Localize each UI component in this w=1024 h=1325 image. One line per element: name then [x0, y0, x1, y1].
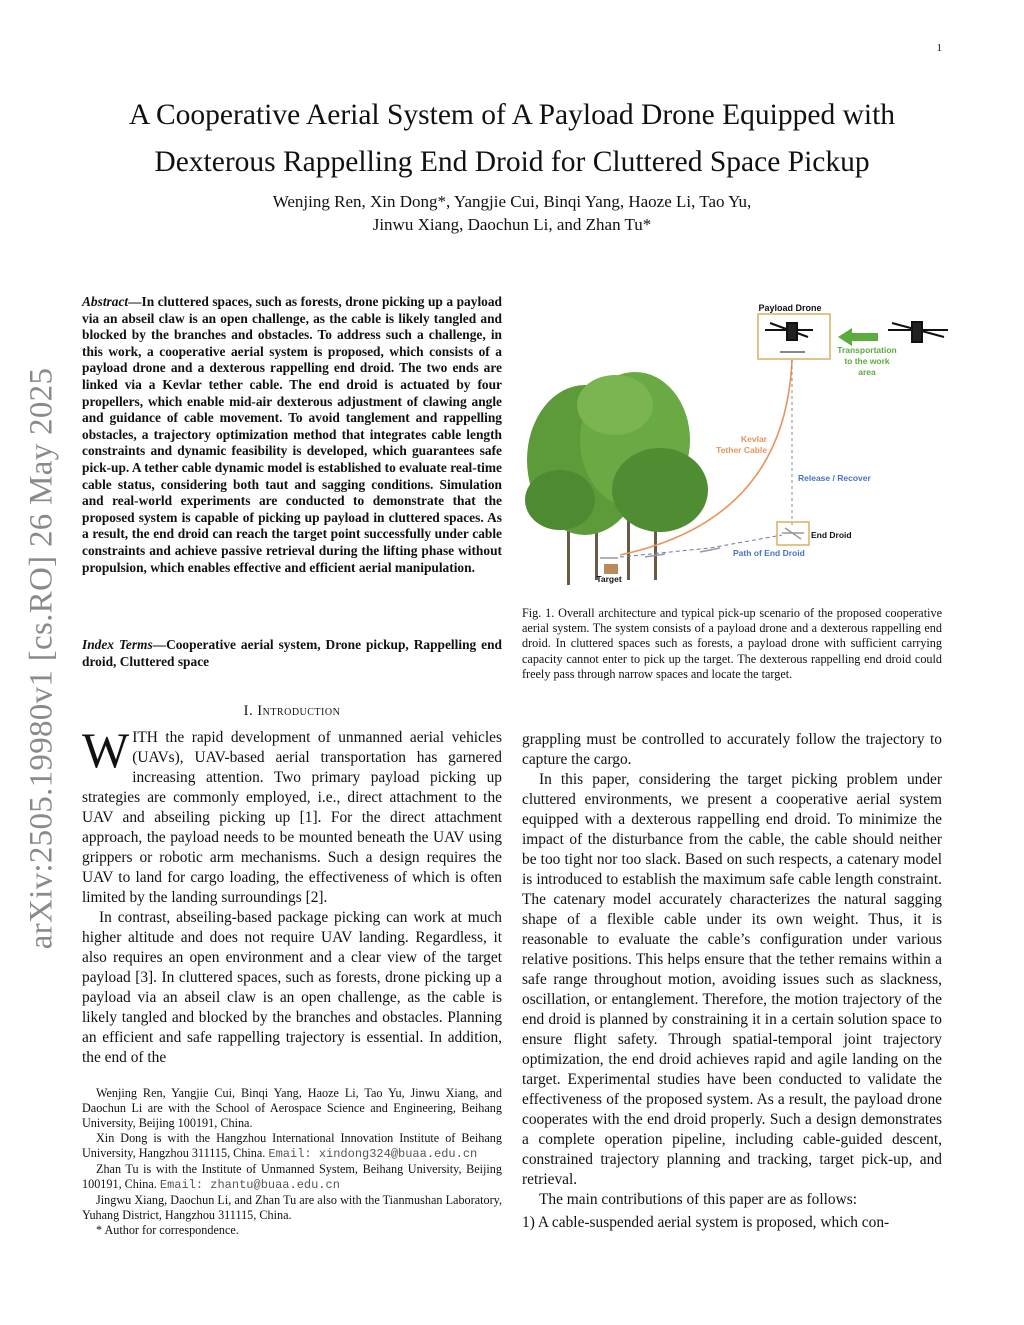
- paragraph: grappling must be controlled to accurately follow the trajectory to capture the cargo.: [522, 731, 942, 768]
- label-kevlar: Kevlar: [741, 434, 767, 444]
- trees-illustration: [525, 372, 708, 585]
- footnote-text: Zhan Tu is with the Institute of Unmanned System, Beihang University, Beijing 100191, China.: [82, 1162, 502, 1191]
- arrow-icon: [838, 328, 878, 346]
- figure-caption: Fig. 1. Overall architecture and typical pick-up scenario of the proposed cooperative aerial system. The system consists of a payload drone and a dexterous rappelling end droid. In cluttered spaces such as forests, a payload drone with sufficient carrying capacity cannot enter to pick up the target. The dexterous rappelling end droid could freely pass through narrow spaces and locate the target.: [522, 606, 942, 681]
- abstract-text: —In cluttered spaces, such as forests, drone picking up a payload via an abseil claw is an open challenge, as the cable is likely tangled and blocked by the branches and obstacles. To address such a challenge, in this work, a cooperative aerial system is proposed, which consists of a payload drone and a dexterous rappelling end droid. The two ends are linked via a Kevlar tether cable. The end droid is actuated by four propellers, which enable mid-air dexterous adjustment of clawing angle and guidance of cable movement. To avoid tanglement and rappelling obstacles, a trajectory optimization method that integrates cable length constraints and dynamic feasibility is developed, which guarantees safe pick-up. A tether cable dynamic model is established to evaluate real-time cable status, considering both taut and sagging conditions. Simulation and real-world experiments are conducted to demonstrate that the proposed system is capable of picking up payload in cluttered spaces. As a result, the end droid can reach the target point successfully under cable constraints and achieve passive retrieval during the lifting phase without propulsion, which enables effective and efficient aerial manipulation.: [82, 294, 502, 575]
- footnotes: [82, 1086, 502, 1238]
- footnote: Jingwu Xiang, Daochun Li, and Zhan Tu are also with the Tianmushan Laboratory, Yuhang District, Hangzhou 311115, China.: [82, 1193, 502, 1222]
- list-item: 1) A cable-suspended aerial system is proposed, which con-: [522, 1214, 890, 1231]
- paragraph: In this paper, considering the target picking problem under cluttered environments, we present a cooperative aerial system equipped with a dexterous rappelling end droid. To minimize the impact of the disturbance from the cable, the cable should neither be too tight nor too slack. Based on such respects, a catenary model is introduced to establish the maximum safe cable length constraint. The catenary model accurately characterizes the natural sagging shape of a flexible cable under its own weight. Thus, it is reasonable to evaluate the cable’s configuration under various relative positions. This helps ensure that the tether remains within a safe range throughout motion, avoiding issues such as slackness, oscillation, or entanglement. Therefore, the motion trajectory of the end droid is planned by constraining it in a certain solution space to ensure flight safety. Through spatial-temporal joint trajectory optimization, the end droid achieves rapid and agile landing on the target. Experimental studies have been conducted to validate the effectiveness of the proposed system. As a result, the payload drone cooperates with the end droid properly. Such a design demonstrates a complete operation pipeline, including cable-guided descent, constrained trajectory planning and tracking, target pick-up, and retrieval.: [522, 771, 942, 1188]
- label-release-recover: Release / Recover: [798, 473, 871, 483]
- paper-title: [60, 92, 964, 186]
- paragraph: The main contributions of this paper are as follows:: [539, 1191, 857, 1208]
- label-transportation: Transportation: [837, 345, 897, 355]
- target-package-icon: [604, 564, 618, 574]
- abstract-label: Abstract: [82, 294, 129, 309]
- label-transportation: to the work: [844, 356, 890, 366]
- section-number: I.: [243, 703, 254, 719]
- abstract: [82, 294, 502, 576]
- index-terms-text: —Cooperative aerial system, Drone pickup, Rappelling end droid, Cluttered space: [82, 637, 502, 669]
- footnote: [82, 1131, 502, 1162]
- author-list: [60, 190, 964, 236]
- end-droid-ghost-icon: [600, 548, 720, 558]
- footnote: [82, 1162, 502, 1193]
- footnote-text: Xin Dong is with the Hangzhou International Innovation Institute of Beihang University, Hangzhou 311115, China.: [82, 1131, 502, 1160]
- footnote: Wenjing Ren, Yangjie Cui, Binqi Yang, Haoze Li, Tao Yu, Jinwu Xiang, and Daochun Li are with the School of Aerospace Science and Engineering, Beihang University, Beijing 100191, China.: [82, 1086, 502, 1130]
- authors-line: Wenjing Ren, Xin Dong*, Yangjie Cui, Binqi Yang, Haoze Li, Tao Yu,: [272, 192, 752, 211]
- paragraph: In contrast, abseiling-based package picking can work at much higher altitude and does not require UAV landing. Regardless, it also requires an open environment and a clear view of the target payload [3]. In cluttered spaces, such as forests, drone picking up a payload via an abseil claw is an open challenge, as the cable is likely tangled and blocked by the branches and obstacles. Planning an efficient and safe rappelling trajectory is essential. In addition, the end of the: [82, 909, 502, 1066]
- paragraph: [82, 722, 502, 908]
- label-end-droid: End Droid: [811, 530, 852, 540]
- arxiv-stamp[interactable]: arXiv:2505.19980v1 [cs.RO] 26 May 2025: [23, 367, 60, 950]
- section-heading: [82, 703, 502, 720]
- email-link[interactable]: Email: xindong324@buaa.edu.cn: [268, 1147, 478, 1161]
- end-droid-icon: [782, 528, 804, 539]
- label-path: Path of End Droid: [733, 548, 805, 558]
- email-link[interactable]: Email: zhantu@buaa.edu.cn: [159, 1178, 340, 1192]
- label-payload-drone: Payload Drone: [758, 303, 822, 313]
- intro-left-column: [82, 722, 502, 1068]
- payload-drone-icon: [765, 323, 813, 352]
- section-title: Introduction: [257, 703, 341, 719]
- authors-line: Jinwu Xiang, Daochun Li, and Zhan Tu*: [372, 215, 652, 234]
- index-terms-label: Index Terms: [82, 637, 153, 652]
- intro-right-column: [522, 730, 942, 1233]
- title-line: A Cooperative Aerial System of A Payload Drone Equipped with: [128, 99, 896, 131]
- drop-cap: W: [82, 722, 130, 778]
- paragraph-text: ITH the rapid development of unmanned aerial vehicles (UAVs), UAV-based aerial transportation has garnered increasing attention. Two primary payload picking up strategies are commonly employed, i.e., direct attachment to the UAV and abseiling picking up [1]. For the direct attachment approach, the payload needs to be mounted beneath the UAV using grippers or robotic arm mechanisms. Such a design requires the UAV to land for cargo loading, the effectiveness of which is often limited by the landing surroundings [2].: [82, 729, 502, 906]
- figure-1-illustration: [520, 290, 950, 600]
- label-transportation: area: [858, 367, 876, 377]
- footnote: * Author for correspondence.: [96, 1223, 239, 1237]
- index-terms: [82, 637, 502, 670]
- page-number: 1: [936, 42, 942, 54]
- label-target: Target: [596, 574, 622, 584]
- incoming-drone-icon: [888, 322, 948, 342]
- title-line: Dexterous Rappelling End Droid for Cluttered Space Pickup: [154, 146, 870, 178]
- label-kevlar: Tether Cable: [716, 445, 767, 455]
